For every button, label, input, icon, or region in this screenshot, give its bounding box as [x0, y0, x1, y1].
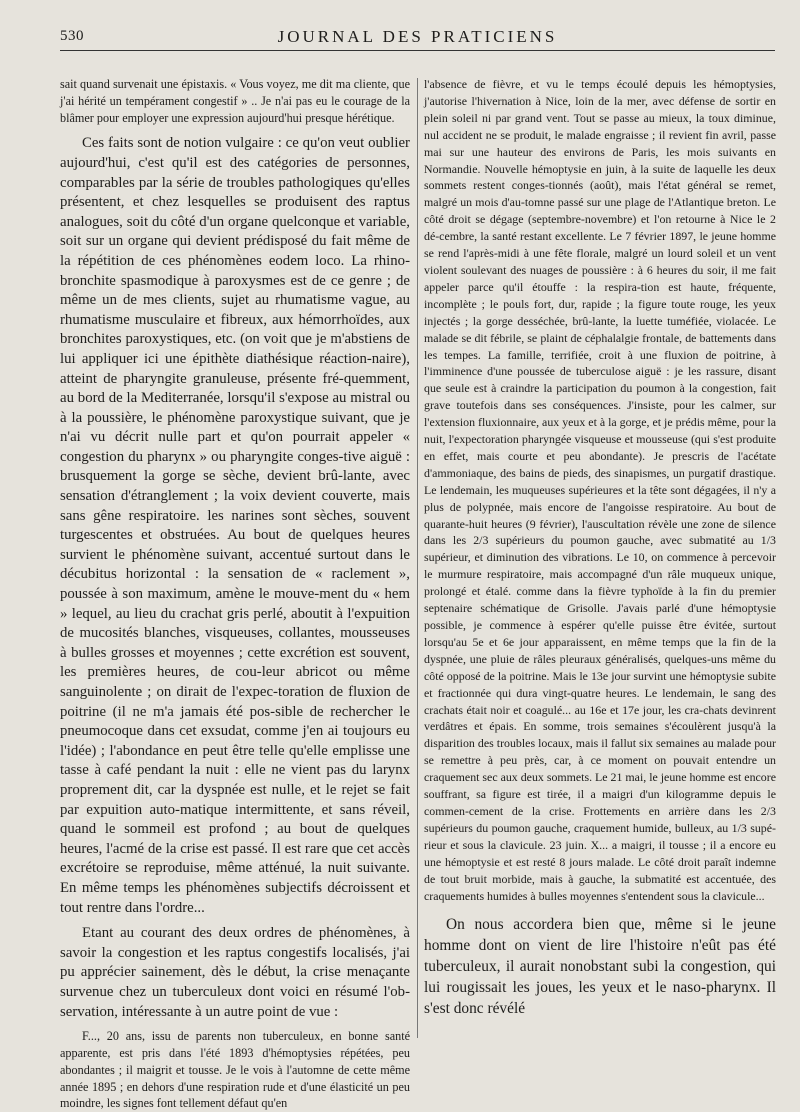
left-paragraph-1: sait quand survenait une épistaxis. « Vous voyez, me dit ma cliente, que j'ai hérité un tempérament congestif » .. Je n'ai pas eu le courage de la blâmer pour employer une expression aujourd'hui presque hérétique. — [60, 77, 410, 125]
left-paragraph-2: Ces faits sont de notion vulgaire : ce qu'on veut oublier aujourd'hui, c'est qu'il est des catégories de personnes, comparables par la série de troubles pathologiques qu'elles présentent, et chez lesquelles se produisent des raptus analogues, soit du côté d'un organe quelconque et variable, soit sur un organe qui devient prédisposé du fait même de la répétition de ces phénomènes eodem loco. La rhino-bronchite spasmodique à paroxysmes est de ce genre ; de même un de mes clients, sujet au rhumatisme vague, au rhumatisme musculaire et fibreux, aux hémorrhoïdes, aux bronchites paroxystiques, etc. (on voit que je m'abstiens de lui appliquer ici une épithète diathésique réaction-naire), atteint de pharyngite granuleuse, présente fré-quemment, au bord de la Mediterranée, lorsqu'il s'expose au mistral ou à la poussière, le phénomène paroxystique suivant, que je n'ai vu décrit nulle part et qu'on pourrait appeler « congestion du pharynx » ou pharyngite conges-tive aiguë : brusquement la gorge se sèche, devient brû-lante, avec sensation d'étranglement ; la voix devient couverte, mais sans gêne respiratoire. les narines sont sèches, souvent turgescentes et obstruées. Au bout de quelques heures survient le phénomène suivant, accentué surtout dans le décubitus horizontal : la sensation de « raclement », poussée à son maximum, amène le mouve-ment du « hem » lequel, au lieu du crachat gris perlé, aboutit à l'expuition de mucosités blanches, visqueuses, collantes, mousseuses à bulles grosses et moyennes ; cette excrétion est souvent, les premières heures, de cou-leur abricot ou même sanguinolente ; on dirait de l'expec-toration de fluxion de poitrine (il ne m'a jamais été pos-sible de rechercher le pneumocoque dans cet exsudat, comme j'en ai toujours eu l'idée) ; l'abondance en peut être telle qu'elle emplisse une tasse à café pendant la nuit : elle ne vient pas du larynx proprement dit, car la dyspnée est nulle, et le rejet se fait par expuition auto-matique intermittente, et sans réveil, quand le sommeil est profond ; au bout de quelques heures, l'acmé de la crise est passé. Il est rare que cet accès excrétoire se reproduise, même atténué, la nuit suivante. En même temps les phénomènes subjectifs décroissent et tout rentre dans l'ordre... — [60, 135, 410, 916]
right-paragraph-1: l'absence de fièvre, et vu le temps écoulé depuis les hémoptysies, j'autorise l'hivernation à Nice, loin de la mer, avec défense de sortir en plein soleil ni par grand vent. Tout se passe au mieux, la toux diminue, nul accident ne se produit, le malade engraisse ; il revient fin avril, passe mai sur une hauteur des environs de Paris, les mois suivants en Normandie. Nouvelle hémoptysie en juin, à la suite de laquelle les deux sommets restent conges-tionnés (août), mais l'état général se remet, malgré un mois d'au-tomne passé sur une plage de l'Atlantique breton. Le côté droit se dégage (septembre-novembre) et l'on retourne à Nice le 2 dé-cembre, la santé restant excellente. Le 7 février 1897, le jeune homme se rend l'après-midi à une fête florale, malgré un lourd soleil et un vent violent soulevant des nuages de poussière : à 6 heures du soir, il me fait appeler parce qu'il étouffe : la respira-tion est haute, fréquente, incomplète ; le pouls fort, dur, rapide ; la figure toute rouge, les yeux injectés ; la gorge desséchée, brû-lante, la luette tuméfiée, violacée. Le malade se dit fébrile, se plaint de céphalalgie frontale, de battements dans les tempes. La famille, terrifiée, croit à une fluxion de poitrine, à l'imminence d'une poussée de tuberculose aiguë : je les rassure, disant que seule est à craindre la participation du poumon à la congestion, fait grave toutefois dans ses conséquences. J'insiste, pour les calmer, sur l'extension fluxionnaire, aux yeux et à la gorge, et je prédis même, pour la nuit, l'expectoration pharyngée visqueuse et mousseuse (qui s'est produite en effet, mais courte et peu abondante). Je prescris de l'acétate d'ammoniaque, des bains de pieds, des sinapismes, un purgatif drastique. Le lendemain, les muqueuses supérieures et la tête sont dégagées, il n'y a plus de polypnée, mais encore de l'angoisse respiratoire. Au bout de quarante-huit heures (9 février), l'auscultation révèle une zone de silence dans les 2/3 supérieurs du poumon gauche, avec submatité au 1/3 supérieur, et diminution des vibrations. Le 10, on commence à percevoir le murmure respiratoire, mais accompagné d'un râle muqueux unique, prolongé et étalé. comme dans la fièvre typhoïde à la fin du premier septenaire schématique de Grisolle. J'avais parlé d'une hémoptysie possible, je commence à espérer qu'elle puisse être évitée, surtout lorsqu'au 5e et 6e jour apparaissent, en même temps que la fin de la dyspnée, une pluie de râles pleuraux généralisés, quelques-uns même du côté opposé de la poitrine. Mais le 13e jour survint une hémoptysie subite et fractionnée qui dura vingt-quatre heures. Le lendemain, le sang des crachats était noir et coagulé... au 16e et 17e jour, les cra-chats devinrent verdâtres et épais. En somme, trois semaines s'écoulèrent jusqu'à la disparition des troubles locaux, mais il fallut six semaines au malade pour se remettre à peu près, car, à ce moment on pouvait entendre un craquement sec aux deux sommets. Le 21 mai, le jeune homme est encore souffrant, sa figure est tirée, il a maigri d'un kilogramme depuis le commen-cement de la crise. Frottements en arrière dans les 2/3 supérieurs du poumon gauche, craquement humide, bulleux, au 1/3 supé-rieur et sous la clavicule. 23 juin. X... a maigri, il tousse ; il a encore eu une hémoptysie et est resté 8 jours malade. Le côté droit paraît indemne de tout bruit morbide, mais à gauche, la submatité est accentuée, des craquements humides à bulles moyennes s'entendent sous la clavicule... — [424, 77, 776, 903]
left-paragraph-4: F..., 20 ans, issu de parents non tuberculeux, en bonne santé apparente, est pris dans l'été 1893 d'hémoptysies répétées, peu abondantes ; il maigrit et tousse. Je le vois à l'automne de cette même année 1895 ; en dehors d'une respiration rude et d'une élasticité un peu moindre, les signes font tellement défaut qu'en — [60, 1029, 410, 1111]
column-divider — [417, 78, 418, 1038]
page-header — [60, 24, 775, 51]
right-column — [424, 76, 776, 1019]
left-column — [60, 76, 410, 1112]
page-number: 530 — [60, 28, 84, 44]
left-paragraph-3: Etant au courant des deux ordres de phénomènes, à savoir la congestion et les raptus congestifs localisés, j'ai pu apprécier sainement, dès le début, la crise menaçante survenue chez un tuberculeux dont voici en résumé l'ob-servation, intéressante à un autre point de vue : — [60, 925, 410, 1020]
right-paragraph-2: On nous accordera bien que, même si le jeune homme dont on vient de lire l'histoire n'eût pas été tuberculeux, il aurait nonobstant subi la congestion, qui lui rougissait les joues, les yeux et le naso-pharynx. Il s'est donc révélé — [424, 916, 776, 1018]
journal-title: JOURNAL DES PRATICIENS — [277, 27, 558, 46]
